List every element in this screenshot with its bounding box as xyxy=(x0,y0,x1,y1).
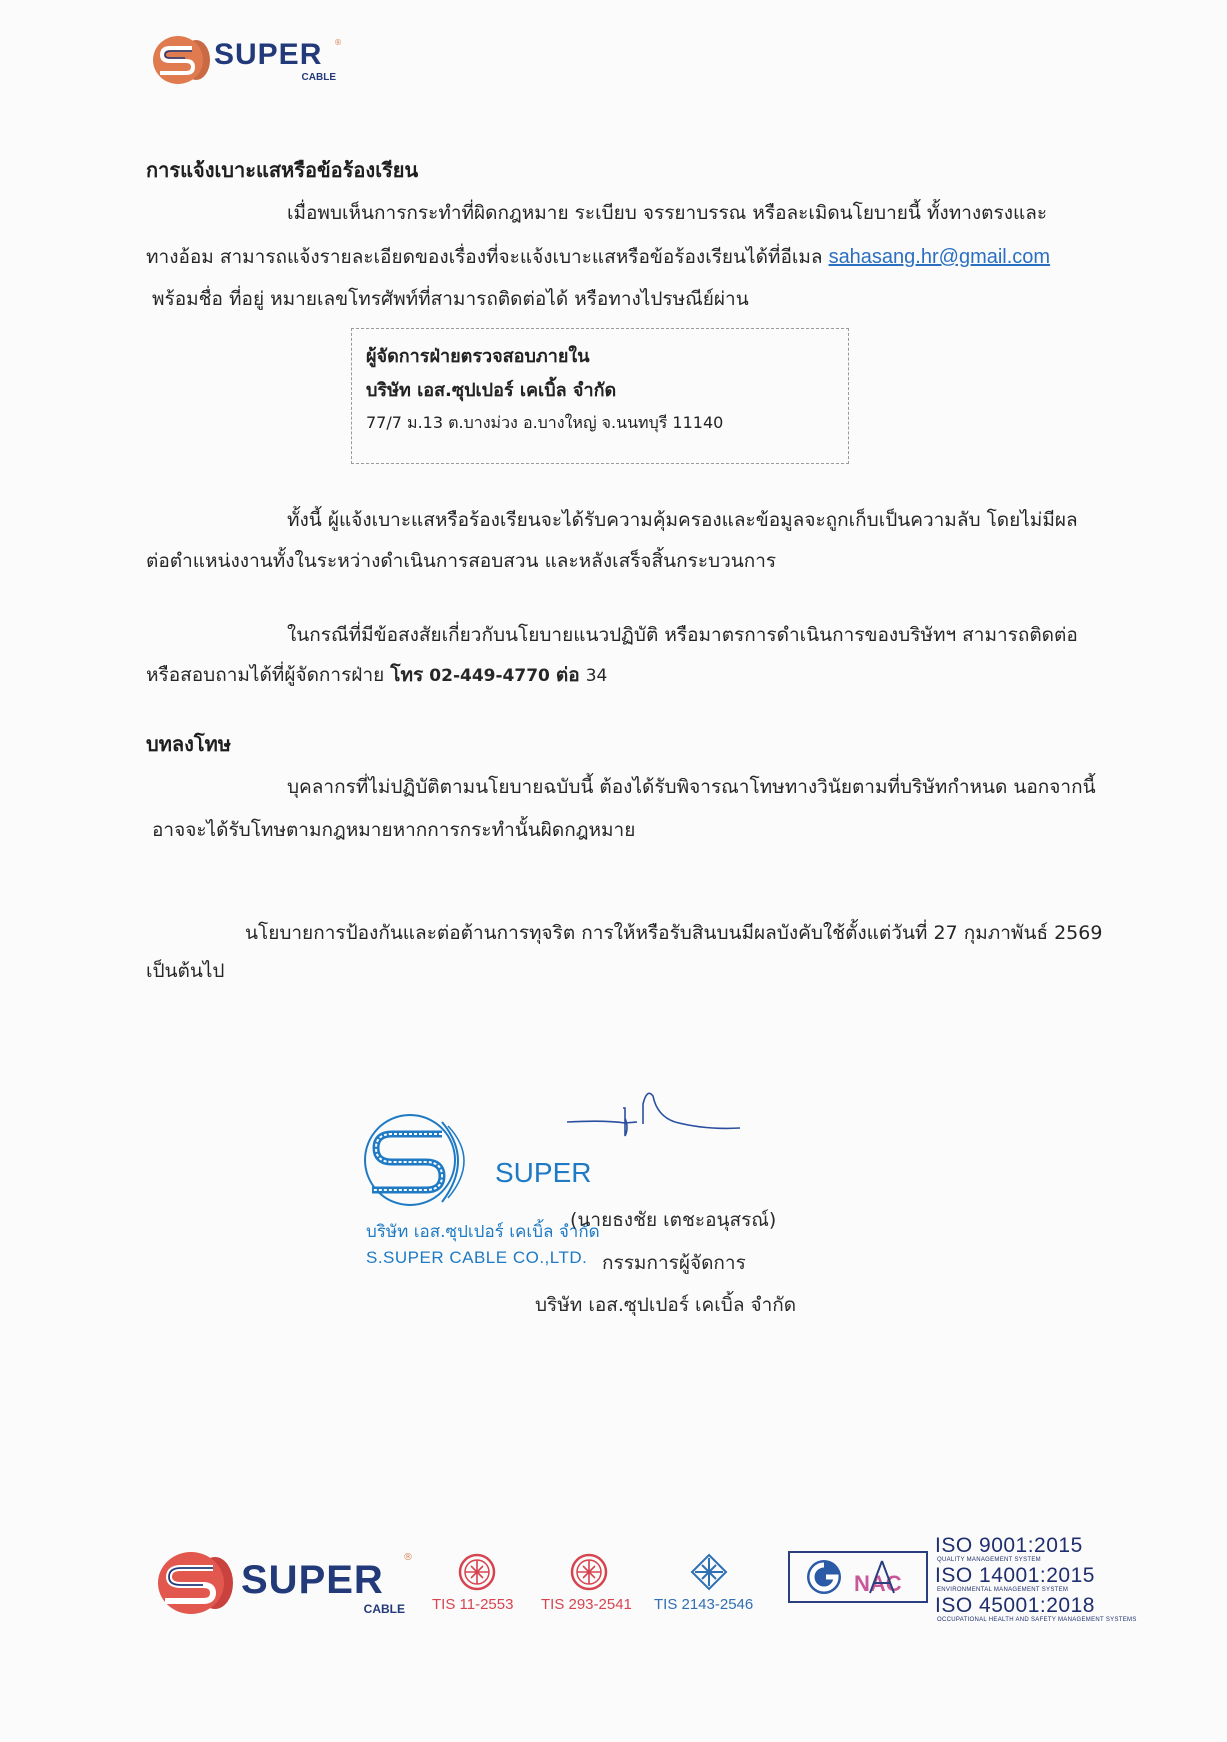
svg-text:NAC: NAC xyxy=(854,1571,902,1596)
para1-line2 xyxy=(146,242,1050,272)
effective-line1: นโยบายการป้องกันและต่อต้านการทุจริต การให้หรือรับสินบนมีผลบังคับใช้ตั้งแต่วันที่ 27 กุมภาพันธ์ 2569 xyxy=(245,922,1103,944)
certification-body-icon xyxy=(804,1557,844,1597)
para3-line2 xyxy=(146,660,607,690)
address-street: 77/7 ม.13 ต.บางม่วง อ.บางใหญ่ จ.นนทบุรี 11140 xyxy=(366,413,724,432)
super-cable-logo-icon xyxy=(152,34,218,86)
signature-mark xyxy=(565,1088,745,1168)
iso-desc-3: OCCUPATIONAL HEALTH AND SAFETY MANAGEMENT SYSTEMS xyxy=(937,1617,1137,1623)
tis-label-1: TIS 11-2553 xyxy=(432,1596,514,1613)
tis-label-2: TIS 293-2541 xyxy=(541,1596,632,1613)
section-heading-whistleblowing: การแจ้งเบาะแสหรือข้อร้องเรียน xyxy=(146,158,419,182)
stamp-company-en: S.SUPER CABLE CO.,LTD. xyxy=(366,1248,588,1267)
phone-label: โทร xyxy=(390,664,424,686)
signer-company: บริษัท เอส.ซุปเปอร์ เคเบิ้ล จำกัด xyxy=(535,1294,797,1316)
iso-desc-2: ENVIRONMENTAL MANAGEMENT SYSTEM xyxy=(937,1587,1069,1593)
footer-super-cable-logo-icon xyxy=(157,1550,247,1616)
para1-line3: พร้อมชื่อ ที่อยู่ หมายเลขโทรศัพท์ที่สามารถติดต่อได้ หรือทางไปรษณีย์ผ่าน xyxy=(152,288,749,310)
penalty-line2: อาจจะได้รับโทษตามกฎหมายหากการกระทำนั้นผิดกฎหมาย xyxy=(152,819,636,841)
nac-accreditation-icon xyxy=(854,1557,914,1597)
logo-sub-text: CABLE xyxy=(301,72,336,83)
signer-title: กรรมการผู้จัดการ xyxy=(602,1252,746,1274)
tis-mark-icon-3 xyxy=(689,1552,729,1592)
iso-code-2: ISO 14001:2015 xyxy=(935,1564,1095,1587)
para3-line2-text: หรือสอบถามได้ที่ผู้จัดการฝ่าย xyxy=(146,664,391,686)
footer-registered-mark: ® xyxy=(403,1552,413,1563)
iso-code-1: ISO 9001:2015 xyxy=(935,1534,1083,1557)
footer-logo xyxy=(157,1548,413,1618)
tis-mark-icon-1 xyxy=(457,1552,497,1592)
para3-line1: ในกรณีที่มีข้อสงสัยเกี่ยวกับนโยบายแนวปฏิบัติ หรือมาตรการดำเนินการของบริษัทฯ สามารถติดต่อ xyxy=(287,624,1078,646)
email-link[interactable]: sahasang.hr@gmail.com xyxy=(828,246,1051,268)
tis-label-3: TIS 2143-2546 xyxy=(654,1596,754,1613)
certification-logo-box xyxy=(788,1551,928,1603)
para1-line1: เมื่อพบเห็นการกระทำที่ผิดกฎหมาย ระเบียบ จรรยาบรรณ หรือละเมิดนโยบายนี้ ทั้งทางตรงและ xyxy=(287,202,1048,224)
footer-logo-brand: SUPER xyxy=(241,1558,384,1602)
signer-name: (นายธงชัย เตชะอนุสรณ์) xyxy=(570,1209,777,1231)
registered-mark: ® xyxy=(334,38,342,47)
penalty-line1: บุคลากรที่ไม่ปฏิบัติตามนโยบายฉบับนี้ ต้องได้รับพิจารณาโทษทางวินัยตามที่บริษัทกำหนด นอกจากนี้ xyxy=(287,776,1096,798)
para1-line2-text: ทางอ้อม สามารถแจ้งรายละเอียดของเรื่องที่จะแจ้งเบาะแสหรือข้อร้องเรียนได้ที่อีเมล xyxy=(146,246,829,268)
tis-mark-icon-2 xyxy=(569,1552,609,1592)
phone-number: 02-449-4770 xyxy=(429,666,550,686)
iso-code-3: ISO 45001:2018 xyxy=(935,1594,1095,1617)
extension-label: ต่อ xyxy=(555,664,580,686)
stamp-company-th: บริษัท เอส.ซุปเปอร์ เคเบิ้ล จำกัด xyxy=(366,1222,600,1242)
para2-line1: ทั้งนี้ ผู้แจ้งเบาะแสหรือร้องเรียนจะได้รับความคุ้มครองและข้อมูลจะถูกเก็บเป็นความลับ โดยไม่มีผล xyxy=(287,509,1078,531)
section-heading-penalty: บทลงโทษ xyxy=(146,732,232,756)
address-company: บริษัท เอส.ซุปเปอร์ เคเบิ้ล จำกัด xyxy=(366,380,617,401)
company-stamp-icon xyxy=(362,1110,492,1210)
para2-line2: ต่อตำแหน่งงานทั้งในระหว่างดำเนินการสอบสวน และหลังเสร็จสิ้นกระบวนการ xyxy=(146,550,777,572)
effective-line2: เป็นต้นไป xyxy=(146,960,225,982)
address-department: ผู้จัดการฝ่ายตรวจสอบภายใน xyxy=(366,346,590,367)
company-logo xyxy=(152,32,342,88)
footer-logo-sub: CABLE xyxy=(363,1602,405,1616)
stamp-brand: SUPER xyxy=(495,1157,592,1188)
extension-number: 34 xyxy=(585,666,608,686)
address-box xyxy=(351,328,849,464)
logo-brand-text: SUPER xyxy=(214,38,323,71)
iso-desc-1: QUALITY MANAGEMENT SYSTEM xyxy=(937,1557,1041,1563)
